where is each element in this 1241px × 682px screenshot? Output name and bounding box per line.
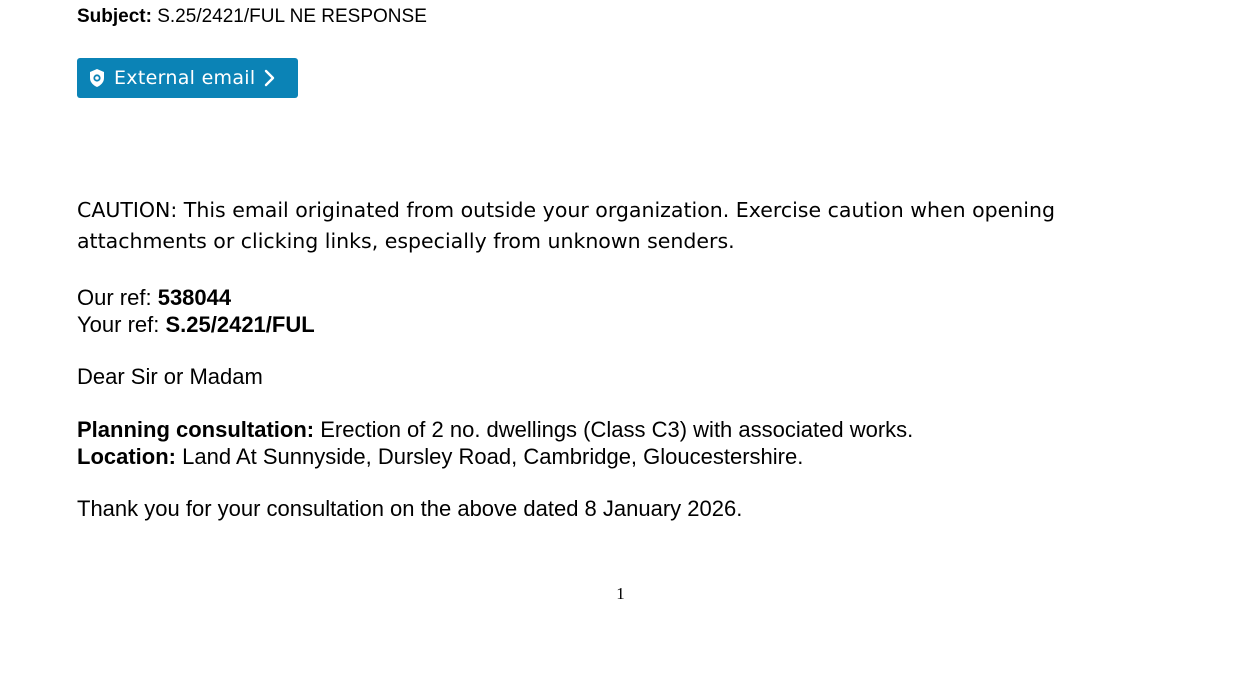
external-email-tag[interactable]: [77, 58, 298, 98]
location-label: Location:: [77, 444, 176, 469]
page-number: 1: [616, 584, 625, 603]
your-ref: [77, 311, 315, 338]
email-subject: [77, 5, 427, 29]
chevron-right-icon: [263, 69, 277, 87]
consultation-value: Erection of 2 no. dwellings (Class C3) with associated works.: [320, 417, 914, 442]
caution-banner: CAUTION: This email originated from outside your organization. Exercise caution when opening attachments or clicking links, especially from unknown senders.: [77, 198, 1055, 253]
salutation: Dear Sir or Madam: [77, 364, 263, 389]
thanks-paragraph: Thank you for your consultation on the above dated 8 January 2026.: [77, 496, 743, 521]
location-value: Land At Sunnyside, Dursley Road, Cambridge, Gloucestershire.: [182, 444, 804, 469]
consultation-label: Planning consultation:: [77, 417, 315, 442]
subject-label: Subject:: [77, 6, 152, 27]
external-email-label: External email: [114, 67, 256, 89]
your-ref-value: S.25/2421/FUL: [165, 312, 315, 337]
your-ref-label: Your ref:: [77, 312, 160, 337]
our-ref-label: Our ref:: [77, 285, 152, 310]
our-ref: [77, 284, 231, 311]
location: [77, 443, 803, 470]
subject-value: S.25/2421/FUL NE RESPONSE: [157, 6, 427, 27]
shield-icon: [87, 68, 107, 88]
planning-consultation: [77, 416, 913, 443]
our-ref-value: 538044: [157, 285, 232, 310]
